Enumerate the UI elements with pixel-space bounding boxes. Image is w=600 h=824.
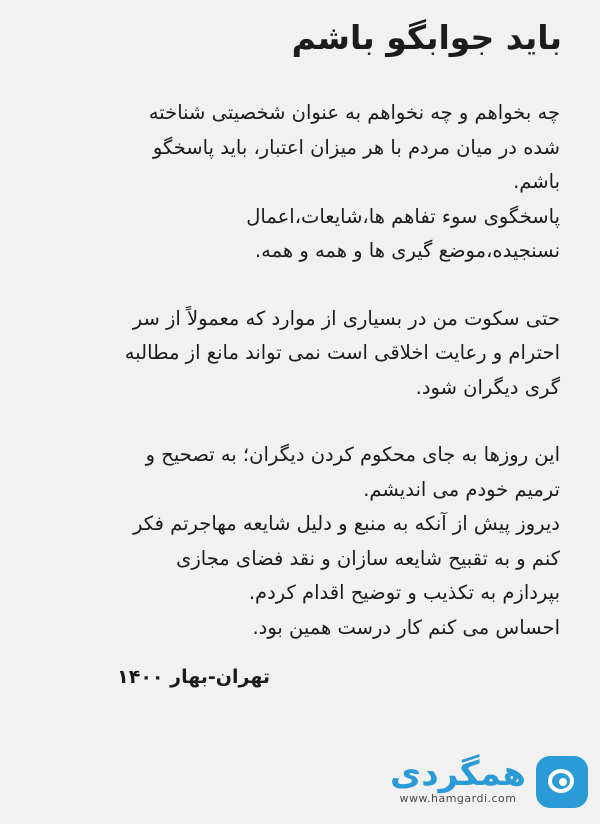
text-line: نسنجیده،موضع گیری ها و همه و همه. — [254, 239, 560, 262]
hamgardi-logo-icon — [536, 756, 588, 808]
hamgardi-watermark — [392, 754, 592, 814]
watermark-url: www.hamgardi.com — [399, 792, 517, 805]
text-line: کنم و به تقبیح شایعه سازان و نقد فضای مجازی — [176, 546, 560, 570]
paragraph-2 — [20, 302, 560, 406]
text-line: دیروز پیش از آنکه به منبع و دلیل شایعه مهاجرتم فکر — [133, 512, 560, 535]
document-title: باید جوابگو باشم — [291, 18, 562, 57]
text-line: ترمیم خودم می اندیشم. — [363, 477, 560, 501]
paragraph-3 — [20, 438, 560, 645]
watermark-brand: همگردی — [390, 754, 526, 794]
signature-place-date: تهران-بهار ۱۴۰۰ — [117, 666, 270, 688]
text-line: شده در میان مردم با هر میزان اعتبار، باید پاسخگو — [152, 135, 560, 159]
text-line: احساس می کنم کار درست همین بود. — [252, 615, 560, 639]
text-line: باشم. — [513, 170, 560, 193]
document-body — [20, 96, 560, 645]
text-line: این روزها به جای محکوم کردن دیگران؛ به تصحیح و — [145, 443, 560, 466]
text-line: گری دیگران شود. — [415, 375, 560, 399]
text-line: پاسخگوی سوء تفاهم ها،شایعات،اعمال — [246, 204, 560, 228]
text-line: چه بخواهم و چه نخواهم به عنوان شخصیتی شناخته — [148, 101, 560, 124]
text-line: حتی سکوت من در بسیاری از موارد که معمولاً از سر — [132, 306, 560, 330]
text-line: احترام و رعایت اخلاقی است نمی تواند مانع از مطالبه — [124, 341, 560, 364]
paragraph-1 — [20, 96, 560, 269]
text-line: بپردازم به تکذیب و توضیح اقدام کردم. — [248, 581, 560, 604]
